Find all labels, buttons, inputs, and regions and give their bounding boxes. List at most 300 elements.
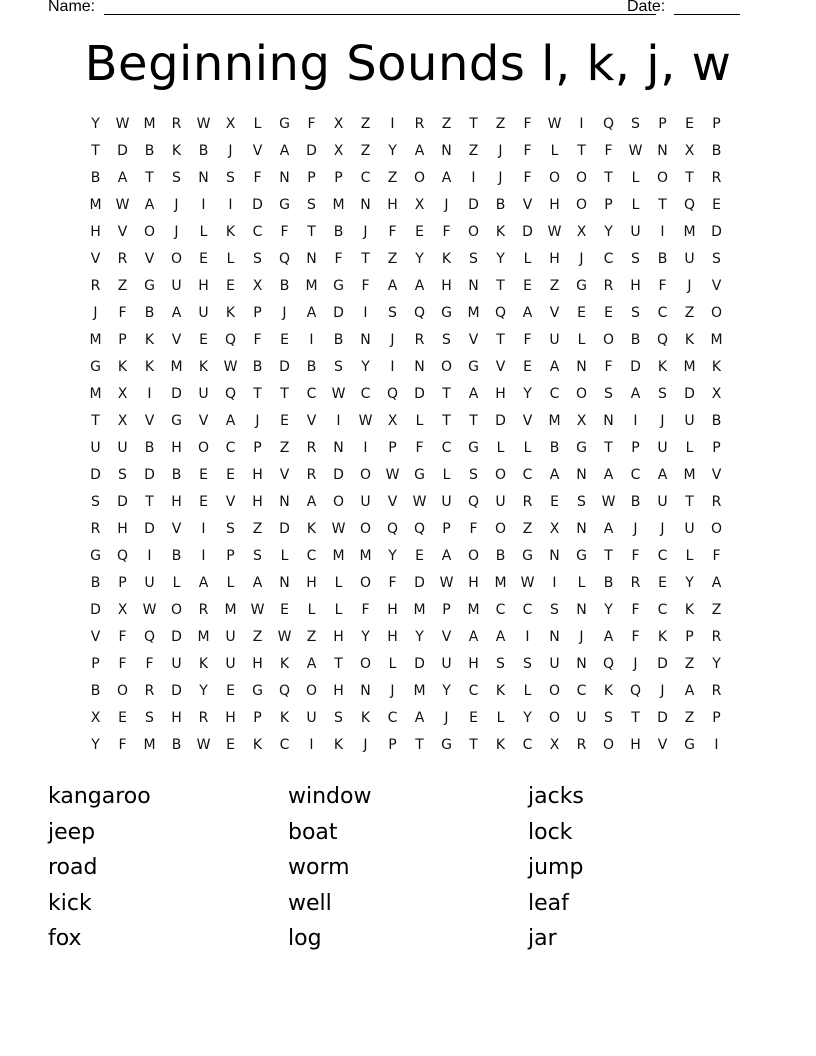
- grid-cell: G: [441, 305, 452, 321]
- grid-cell: H: [90, 224, 101, 240]
- grid-cell: R: [144, 683, 155, 699]
- grid-cell: C: [522, 467, 533, 483]
- grid-cell: R: [198, 602, 209, 618]
- grid-cell: W: [331, 386, 346, 402]
- grid-cell: L: [577, 575, 586, 591]
- grid-cell: V: [171, 332, 182, 348]
- grid-cell: N: [576, 467, 587, 483]
- grid-cell: X: [549, 521, 560, 537]
- grid-cell: Z: [684, 656, 695, 672]
- grid-cell: R: [198, 710, 209, 726]
- grid-cell: S: [469, 251, 478, 267]
- grid-cell: O: [548, 170, 561, 186]
- grid-cell: Y: [523, 386, 532, 402]
- grid-cell: P: [253, 440, 262, 456]
- grid-cell: Z: [387, 251, 398, 267]
- grid-cell: F: [712, 548, 721, 564]
- grid-cell: J: [363, 224, 368, 240]
- word-list-item: fox: [48, 926, 82, 951]
- grid-cell: N: [414, 359, 425, 375]
- grid-cell: B: [333, 332, 344, 348]
- grid-cell: C: [522, 737, 533, 753]
- grid-cell: R: [414, 332, 425, 348]
- grid-cell: F: [118, 305, 127, 321]
- grid-cell: L: [226, 575, 235, 591]
- grid-cell: V: [522, 413, 533, 429]
- grid-cell: J: [255, 413, 260, 429]
- grid-cell: A: [306, 656, 317, 672]
- grid-cell: D: [144, 521, 155, 537]
- grid-cell: G: [144, 278, 155, 294]
- grid-cell: D: [279, 359, 290, 375]
- grid-cell: S: [145, 710, 154, 726]
- grid-cell: H: [225, 710, 236, 726]
- grid-cell: T: [631, 710, 640, 726]
- grid-cell: F: [523, 332, 532, 348]
- grid-cell: Z: [711, 602, 722, 618]
- word-list-item: leaf: [528, 890, 569, 916]
- grid-row: [82, 597, 730, 624]
- grid-cell: N: [576, 521, 587, 537]
- grid-cell: V: [144, 413, 155, 429]
- grid-cell: W: [385, 467, 400, 483]
- grid-cell: B: [171, 737, 182, 753]
- word-search-grid: [82, 111, 730, 759]
- grid-cell: O: [197, 440, 210, 456]
- grid-row: [82, 192, 730, 219]
- grid-cell: H: [387, 629, 398, 645]
- grid-cell: J: [390, 683, 395, 699]
- grid-cell: O: [656, 170, 669, 186]
- grid-cell: Z: [684, 710, 695, 726]
- grid-cell: U: [198, 305, 209, 321]
- grid-cell: I: [714, 737, 719, 753]
- grid-cell: D: [279, 521, 290, 537]
- grid-cell: L: [280, 548, 289, 564]
- grid-cell: F: [523, 143, 532, 159]
- grid-cell: S: [118, 467, 127, 483]
- grid-cell: J: [363, 737, 368, 753]
- grid-cell: N: [576, 602, 587, 618]
- grid-cell: C: [279, 737, 290, 753]
- grid-cell: W: [142, 602, 157, 618]
- grid-cell: U: [117, 440, 128, 456]
- grid-cell: O: [359, 521, 372, 537]
- grid-cell: L: [199, 224, 208, 240]
- grid-cell: H: [441, 278, 452, 294]
- grid-cell: C: [360, 170, 371, 186]
- grid-cell: Q: [494, 305, 507, 321]
- grid-cell: J: [390, 332, 395, 348]
- grid-cell: Y: [712, 656, 721, 672]
- grid-cell: V: [657, 737, 668, 753]
- grid-cell: K: [711, 359, 722, 375]
- grid-cell: O: [359, 575, 372, 591]
- grid-cell: A: [225, 413, 236, 429]
- grid-cell: P: [91, 656, 100, 672]
- grid-cell: A: [630, 386, 641, 402]
- grid-cell: D: [333, 467, 344, 483]
- grid-cell: S: [253, 251, 262, 267]
- grid-row: [82, 489, 730, 516]
- grid-cell: U: [144, 575, 155, 591]
- grid-cell: F: [388, 575, 397, 591]
- grid-cell: U: [549, 656, 560, 672]
- grid-cell: K: [495, 224, 506, 240]
- grid-cell: P: [118, 332, 127, 348]
- grid-cell: E: [712, 197, 721, 213]
- grid-cell: T: [145, 494, 154, 510]
- grid-cell: C: [252, 224, 263, 240]
- grid-cell: O: [602, 332, 615, 348]
- grid-cell: O: [359, 467, 372, 483]
- word-list-item: boat: [288, 819, 338, 845]
- grid-cell: I: [147, 386, 152, 402]
- grid-cell: X: [414, 197, 425, 213]
- grid-cell: Y: [91, 116, 100, 132]
- grid-cell: A: [387, 278, 398, 294]
- grid-cell: S: [550, 602, 559, 618]
- grid-cell: X: [387, 413, 398, 429]
- grid-cell: G: [333, 278, 344, 294]
- grid-cell: Y: [388, 548, 397, 564]
- grid-cell: V: [441, 629, 452, 645]
- grid-cell: R: [576, 737, 587, 753]
- grid-cell: T: [469, 737, 478, 753]
- grid-cell: D: [252, 197, 263, 213]
- grid-cell: K: [225, 224, 236, 240]
- grid-cell: S: [604, 710, 613, 726]
- grid-cell: M: [170, 359, 183, 375]
- grid-cell: Q: [224, 332, 237, 348]
- grid-cell: S: [631, 251, 640, 267]
- grid-cell: X: [333, 116, 344, 132]
- grid-cell: S: [604, 386, 613, 402]
- grid-cell: H: [468, 656, 479, 672]
- grid-cell: E: [685, 116, 694, 132]
- grid-cell: Y: [361, 359, 370, 375]
- grid-cell: R: [306, 440, 317, 456]
- grid-cell: B: [333, 224, 344, 240]
- grid-cell: S: [658, 386, 667, 402]
- grid-cell: F: [631, 629, 640, 645]
- grid-cell: C: [522, 602, 533, 618]
- grid-cell: L: [685, 440, 694, 456]
- grid-cell: I: [309, 737, 314, 753]
- grid-cell: S: [253, 548, 262, 564]
- grid-cell: P: [712, 116, 721, 132]
- grid-cell: E: [226, 683, 235, 699]
- grid-cell: T: [577, 143, 586, 159]
- grid-cell: V: [117, 224, 128, 240]
- grid-cell: A: [468, 629, 479, 645]
- grid-cell: W: [196, 116, 211, 132]
- grid-cell: J: [498, 170, 503, 186]
- grid-cell: Q: [386, 386, 399, 402]
- grid-cell: P: [658, 116, 667, 132]
- grid-row: [82, 300, 730, 327]
- grid-cell: T: [604, 170, 613, 186]
- grid-cell: E: [658, 575, 667, 591]
- grid-cell: I: [579, 116, 584, 132]
- grid-cell: N: [468, 278, 479, 294]
- grid-cell: N: [333, 440, 344, 456]
- grid-cell: O: [170, 251, 183, 267]
- grid-cell: A: [279, 143, 290, 159]
- grid-cell: S: [496, 656, 505, 672]
- grid-cell: U: [657, 494, 668, 510]
- grid-cell: K: [225, 305, 236, 321]
- grid-cell: X: [117, 602, 128, 618]
- grid-cell: W: [601, 494, 616, 510]
- grid-cell: B: [657, 251, 668, 267]
- grid-cell: Q: [629, 683, 642, 699]
- grid-row: [82, 570, 730, 597]
- grid-cell: S: [172, 170, 181, 186]
- grid-cell: Z: [468, 143, 479, 159]
- grid-cell: F: [658, 278, 667, 294]
- grid-cell: C: [306, 548, 317, 564]
- grid-cell: H: [117, 521, 128, 537]
- grid-cell: P: [226, 548, 235, 564]
- grid-cell: J: [687, 278, 692, 294]
- grid-cell: P: [388, 737, 397, 753]
- grid-cell: P: [712, 440, 721, 456]
- grid-cell: M: [494, 575, 507, 591]
- grid-row: [82, 138, 730, 165]
- grid-cell: I: [336, 413, 341, 429]
- grid-cell: M: [683, 467, 696, 483]
- grid-cell: B: [279, 278, 290, 294]
- grid-cell: H: [252, 494, 263, 510]
- grid-cell: Y: [685, 575, 694, 591]
- grid-cell: B: [144, 440, 155, 456]
- grid-cell: L: [496, 440, 505, 456]
- grid-cell: I: [201, 197, 206, 213]
- grid-cell: D: [711, 224, 722, 240]
- grid-cell: F: [253, 170, 262, 186]
- word-list-item: kick: [48, 890, 92, 916]
- grid-cell: U: [441, 656, 452, 672]
- grid-cell: E: [523, 359, 532, 375]
- grid-cell: O: [413, 170, 426, 186]
- grid-cell: M: [89, 197, 102, 213]
- grid-cell: S: [631, 116, 640, 132]
- grid-cell: E: [280, 602, 289, 618]
- grid-cell: A: [603, 521, 614, 537]
- grid-cell: T: [658, 197, 667, 213]
- grid-cell: Q: [683, 197, 696, 213]
- grid-cell: W: [115, 116, 130, 132]
- grid-cell: L: [226, 251, 235, 267]
- grid-cell: C: [603, 251, 614, 267]
- grid-cell: W: [439, 575, 454, 591]
- grid-cell: Y: [415, 251, 424, 267]
- grid-cell: K: [279, 710, 290, 726]
- grid-cell: R: [414, 116, 425, 132]
- grid-cell: I: [552, 575, 557, 591]
- grid-cell: B: [630, 332, 641, 348]
- grid-cell: P: [442, 521, 451, 537]
- grid-cell: L: [523, 683, 532, 699]
- grid-cell: D: [468, 197, 479, 213]
- grid-cell: U: [306, 710, 317, 726]
- grid-cell: L: [577, 332, 586, 348]
- grid-cell: Y: [388, 143, 397, 159]
- grid-cell: Z: [252, 629, 263, 645]
- grid-cell: H: [306, 575, 317, 591]
- grid-cell: V: [549, 305, 560, 321]
- grid-cell: S: [442, 332, 451, 348]
- grid-cell: S: [388, 305, 397, 321]
- grid-cell: Q: [602, 656, 615, 672]
- grid-cell: S: [91, 494, 100, 510]
- grid-cell: K: [333, 737, 344, 753]
- grid-cell: U: [576, 710, 587, 726]
- grid-cell: U: [171, 278, 182, 294]
- grid-cell: F: [361, 278, 370, 294]
- grid-cell: I: [228, 197, 233, 213]
- grid-cell: V: [711, 278, 722, 294]
- grid-cell: A: [522, 305, 533, 321]
- grid-cell: Z: [360, 116, 371, 132]
- grid-cell: R: [171, 116, 182, 132]
- grid-cell: A: [549, 467, 560, 483]
- grid-cell: C: [225, 440, 236, 456]
- grid-cell: T: [442, 386, 451, 402]
- grid-cell: R: [711, 683, 722, 699]
- grid-cell: K: [144, 359, 155, 375]
- grid-cell: D: [657, 710, 668, 726]
- grid-cell: L: [334, 602, 343, 618]
- grid-cell: J: [579, 251, 584, 267]
- grid-cell: O: [548, 710, 561, 726]
- grid-cell: A: [684, 683, 695, 699]
- grid-cell: Y: [361, 629, 370, 645]
- grid-cell: J: [444, 197, 449, 213]
- grid-cell: G: [576, 440, 587, 456]
- grid-cell: H: [252, 467, 263, 483]
- grid-cell: U: [495, 494, 506, 510]
- grid-row: [82, 219, 730, 246]
- grid-cell: M: [413, 602, 426, 618]
- grid-cell: K: [603, 683, 614, 699]
- grid-cell: K: [171, 143, 182, 159]
- grid-cell: V: [171, 521, 182, 537]
- grid-cell: D: [90, 467, 101, 483]
- grid-cell: J: [660, 683, 665, 699]
- grid-cell: C: [306, 386, 317, 402]
- grid-cell: K: [684, 332, 695, 348]
- grid-cell: Q: [278, 251, 291, 267]
- grid-cell: A: [306, 305, 317, 321]
- grid-cell: Q: [224, 386, 237, 402]
- grid-cell: A: [468, 386, 479, 402]
- grid-cell: V: [90, 251, 101, 267]
- grid-cell: E: [199, 494, 208, 510]
- grid-cell: X: [576, 224, 587, 240]
- grid-cell: B: [198, 143, 209, 159]
- grid-cell: D: [144, 467, 155, 483]
- grid-cell: M: [548, 413, 561, 429]
- grid-cell: M: [224, 602, 237, 618]
- grid-row: [82, 543, 730, 570]
- grid-cell: G: [279, 116, 290, 132]
- grid-cell: S: [334, 710, 343, 726]
- grid-cell: I: [660, 224, 665, 240]
- grid-cell: O: [602, 737, 615, 753]
- grid-cell: A: [603, 629, 614, 645]
- grid-cell: Z: [279, 440, 290, 456]
- grid-cell: S: [631, 305, 640, 321]
- grid-cell: S: [226, 521, 235, 537]
- grid-cell: N: [279, 575, 290, 591]
- grid-cell: I: [390, 116, 395, 132]
- grid-cell: D: [171, 629, 182, 645]
- grid-cell: F: [631, 602, 640, 618]
- grid-cell: Q: [386, 521, 399, 537]
- grid-cell: E: [226, 278, 235, 294]
- grid-cell: V: [144, 251, 155, 267]
- grid-cell: U: [225, 656, 236, 672]
- grid-cell: F: [388, 224, 397, 240]
- grid-cell: T: [469, 116, 478, 132]
- grid-cell: J: [174, 197, 179, 213]
- grid-cell: Y: [604, 602, 613, 618]
- grid-cell: B: [495, 548, 506, 564]
- grid-cell: O: [575, 386, 588, 402]
- grid-cell: A: [495, 629, 506, 645]
- grid-cell: B: [90, 170, 101, 186]
- grid-cell: Z: [252, 521, 263, 537]
- grid-cell: Q: [413, 521, 426, 537]
- grid-cell: L: [415, 413, 424, 429]
- grid-cell: A: [657, 467, 668, 483]
- grid-cell: W: [250, 602, 265, 618]
- grid-cell: Q: [656, 332, 669, 348]
- word-list-item: jar: [528, 926, 557, 951]
- grid-cell: C: [495, 602, 506, 618]
- grid-row: [82, 381, 730, 408]
- grid-cell: B: [306, 359, 317, 375]
- grid-cell: T: [415, 737, 424, 753]
- grid-cell: I: [201, 548, 206, 564]
- grid-cell: J: [228, 143, 233, 159]
- grid-cell: V: [306, 413, 317, 429]
- grid-cell: O: [494, 521, 507, 537]
- grid-cell: R: [711, 170, 722, 186]
- grid-cell: O: [359, 656, 372, 672]
- grid-cell: M: [467, 602, 480, 618]
- grid-cell: B: [171, 467, 182, 483]
- grid-cell: I: [471, 170, 476, 186]
- grid-cell: M: [359, 548, 372, 564]
- grid-cell: V: [468, 332, 479, 348]
- grid-cell: X: [549, 737, 560, 753]
- grid-cell: B: [171, 548, 182, 564]
- grid-cell: I: [633, 413, 638, 429]
- grid-cell: O: [170, 602, 183, 618]
- grid-cell: K: [279, 656, 290, 672]
- grid-cell: X: [711, 386, 722, 402]
- grid-cell: O: [710, 521, 723, 537]
- grid-cell: P: [253, 710, 262, 726]
- word-list-item: jeep: [48, 819, 96, 845]
- grid-cell: D: [495, 413, 506, 429]
- name-line: [104, 14, 656, 15]
- grid-cell: B: [144, 305, 155, 321]
- grid-cell: R: [522, 494, 533, 510]
